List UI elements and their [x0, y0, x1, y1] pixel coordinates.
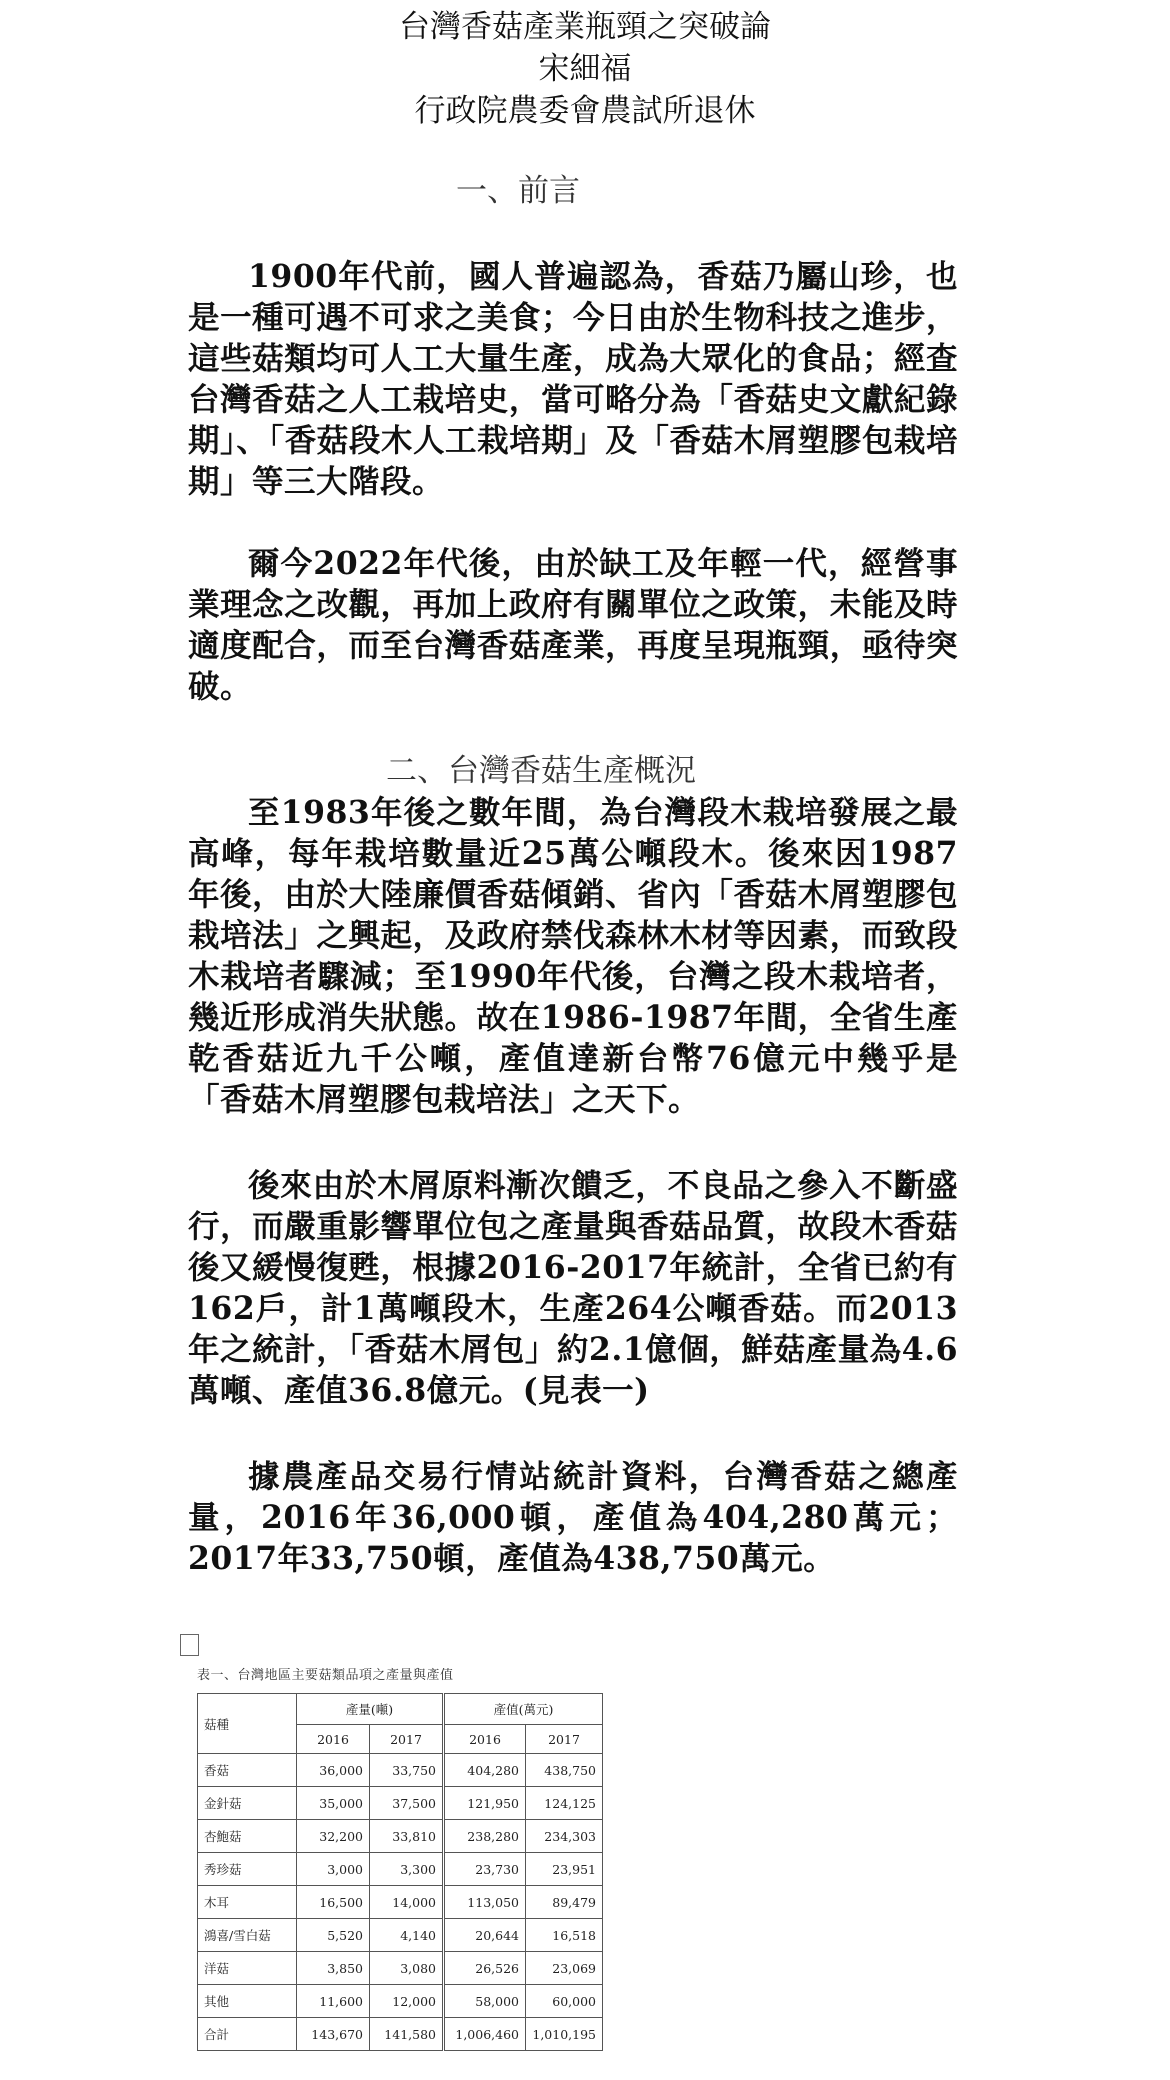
table-cell-value: 3,000 [297, 1853, 370, 1886]
paragraph: 據農產品交易行情站統計資料，台灣香菇之總產量，2016年36,000頓，產值為404,280萬元；2017年33,750頓，產值為438,750萬元。 [188, 1458, 958, 1577]
table-cell-value: 3,080 [370, 1952, 444, 1985]
table-cell-value: 20,644 [444, 1919, 526, 1952]
column-header-year: 2016 [444, 1725, 526, 1754]
title-block [0, 6, 1170, 132]
author-affiliation: 行政院農委會農試所退休 [414, 93, 756, 129]
table-cell-value: 5,520 [297, 1919, 370, 1952]
table-cell-value: 37,500 [370, 1787, 444, 1820]
image-placeholder-checkbox[interactable] [180, 1634, 199, 1656]
table-row [198, 1787, 603, 1820]
table-cell-value: 11,600 [297, 1985, 370, 2018]
column-header-species: 菇種 [198, 1694, 297, 1754]
table-cell-value: 234,303 [526, 1820, 603, 1853]
column-group-quantity: 產量(噸) [297, 1694, 444, 1725]
table-cell-value: 1,010,195 [526, 2018, 603, 2051]
table-cell-value: 113,050 [444, 1886, 526, 1919]
table-cell-species: 秀珍菇 [198, 1853, 297, 1886]
column-group-value: 產值(萬元) [444, 1694, 603, 1725]
table-cell-species: 金針菇 [198, 1787, 297, 1820]
table-cell-value: 23,730 [444, 1853, 526, 1886]
table-row [198, 1820, 603, 1853]
document-title: 台灣香菇產業瓶頸之突破論 [399, 9, 771, 45]
table-cell-species: 鴻喜/雪白菇 [198, 1919, 297, 1952]
table-row [198, 1919, 603, 1952]
paragraph: 1900年代前，國人普遍認為，香菇乃屬山珍，也是一種可遇不可求之美食；今日由於生物科技之進步，這些菇類均可人工大量生產，成為大眾化的食品；經查台灣香菇之人工栽培史，當可略分為「香菇史文獻紀錄期」、「香菇段木人工栽培期」及「香菇木屑塑膠包栽培期」等三大階段。 [188, 258, 958, 500]
table-cell-value: 89,479 [526, 1886, 603, 1919]
table-cell-value: 4,140 [370, 1919, 444, 1952]
mushroom-production-table [197, 1693, 603, 2051]
paragraph: 爾今2022年代後，由於缺工及年輕一代，經營事業理念之改觀，再加上政府有關單位之政策，未能及時適度配合，而至台灣香菇產業，再度呈現瓶頸，亟待突破。 [188, 545, 958, 705]
table-header-row [198, 1694, 603, 1725]
table-cell-species: 香菇 [198, 1754, 297, 1787]
table-cell-value: 23,951 [526, 1853, 603, 1886]
table-cell-value: 141,580 [370, 2018, 444, 2051]
table-caption: 表一、台灣地區主要菇類品項之產量與產值 [197, 1668, 454, 1683]
table-cell-value: 35,000 [297, 1787, 370, 1820]
table-cell-value: 33,810 [370, 1820, 444, 1853]
column-header-year: 2017 [370, 1725, 444, 1754]
table-cell-value: 26,526 [444, 1952, 526, 1985]
table-cell-value: 16,500 [297, 1886, 370, 1919]
table-row [198, 1886, 603, 1919]
table-cell-value: 3,850 [297, 1952, 370, 1985]
table-cell-value: 12,000 [370, 1985, 444, 2018]
table-row [198, 1853, 603, 1886]
table-cell-value: 23,069 [526, 1952, 603, 1985]
table-cell-value: 16,518 [526, 1919, 603, 1952]
table-cell-value: 58,000 [444, 1985, 526, 2018]
table-cell-value: 143,670 [297, 2018, 370, 2051]
column-header-year: 2017 [526, 1725, 603, 1754]
table-cell-species: 洋菇 [198, 1952, 297, 1985]
table-cell-value: 32,200 [297, 1820, 370, 1853]
table-row [198, 2018, 603, 2051]
table-cell-value: 1,006,460 [444, 2018, 526, 2051]
table-cell-value: 121,950 [444, 1787, 526, 1820]
table-row [198, 1985, 603, 2018]
paragraph: 至1983年後之數年間，為台灣段木栽培發展之最高峰，每年栽培數量近25萬公噸段木。後來因1987年後，由於大陸廉價香菇傾銷、省內「香菇木屑塑膠包栽培法」之興起，及政府禁伐森林木材等因素，而致段木栽培者驟減；至1990年代後，台灣之段木栽培者，幾近形成消失狀態。故在1986-1987年間，全省生產乾香菇近九千公噸，產值達新台幣76億元中幾乎是「香菇木屑塑膠包栽培法」之天下。 [188, 794, 958, 1118]
table-cell-value: 124,125 [526, 1787, 603, 1820]
table-row [198, 1952, 603, 1985]
author-name: 宋細福 [538, 51, 632, 87]
table-cell-value: 238,280 [444, 1820, 526, 1853]
table-cell-value: 3,300 [370, 1853, 444, 1886]
table-cell-value: 33,750 [370, 1754, 444, 1787]
table-body [198, 1754, 603, 2051]
table-row [198, 1754, 603, 1787]
paragraph: 後來由於木屑原料漸次饋乏，不良品之參入不斷盛行，而嚴重影響單位包之產量與香菇品質，故段木香菇後又緩慢復甦，根據2016-2017年統計，全省已約有162戶，計1萬噸段木，生產264公噸香菇。而2013年之統計，「香菇木屑包」約2.1億個，鮮菇產量為4.6萬噸、產值36.8億元。(見表一) [188, 1167, 958, 1409]
table-cell-species: 合計 [198, 2018, 297, 2051]
table-cell-species: 木耳 [198, 1886, 297, 1919]
section-heading-production: 二、台灣香菇生產概況 [386, 753, 696, 789]
section-heading-intro: 一、前言 [456, 173, 580, 209]
column-header-year: 2016 [297, 1725, 370, 1754]
table-cell-value: 14,000 [370, 1886, 444, 1919]
table-cell-value: 36,000 [297, 1754, 370, 1787]
table-cell-value: 438,750 [526, 1754, 603, 1787]
table-cell-value: 404,280 [444, 1754, 526, 1787]
table-cell-species: 杏鮑菇 [198, 1820, 297, 1853]
table-cell-value: 60,000 [526, 1985, 603, 2018]
table-cell-species: 其他 [198, 1985, 297, 2018]
